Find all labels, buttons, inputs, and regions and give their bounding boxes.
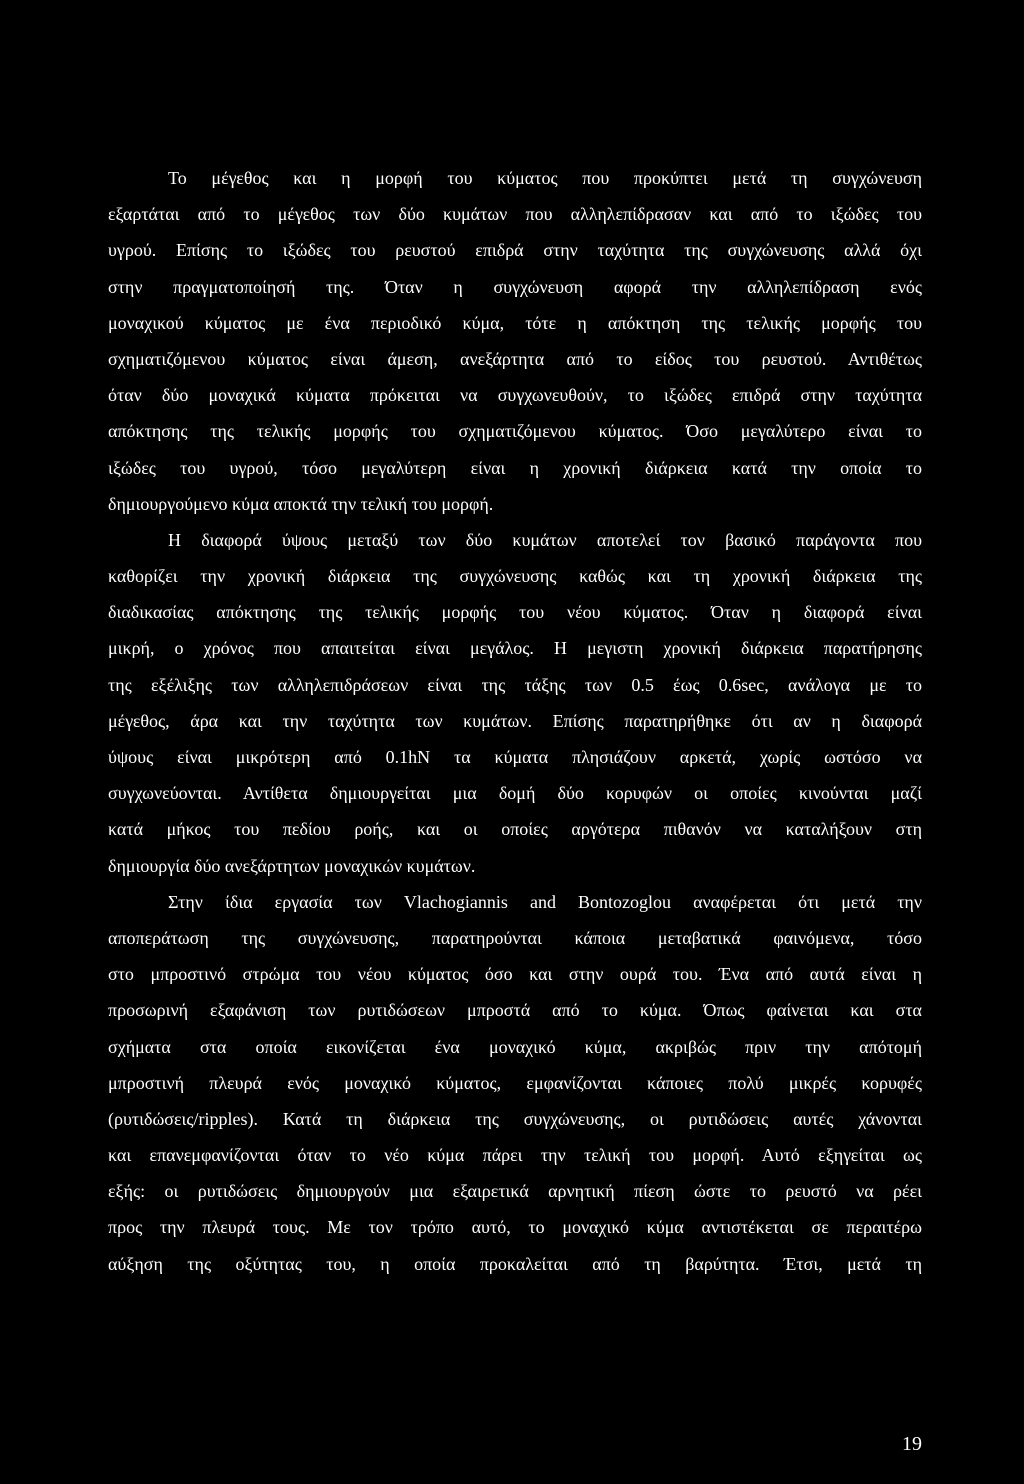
text-line: προς την πλευρά τους. Με τον τρόπο αυτό, το μοναχικό κύμα αντιστέκεται σε περαιτέρω (108, 1217, 922, 1238)
text-line: μοναχικού κύματος με ένα περιοδικό κύμα, τότε η απόκτηση της τελικής μορφής του (108, 312, 922, 333)
text-line: δημιουργούμενο κύμα αποκτά την τελική του μορφή. (108, 493, 494, 514)
text-line: μπροστινή πλευρά ενός μοναχικό κύματος, εμφανίζονται κάποιες πολύ μικρές κορυφές (108, 1072, 922, 1093)
text-line: μικρή, ο χρόνος που απαιτείται είναι μεγάλος. Η μεγιστη χρονική διάρκεια παρατήρησης (108, 638, 922, 659)
text-line: και επανεμφανίζονται όταν το νέο κύμα πάρει την τελική του μορφή. Αυτό εξηγείται ως (108, 1145, 922, 1166)
paragraph-3 (108, 884, 922, 1282)
text-line: συγχωνεύονται. Αντίθετα δημιουργείται μια δομή δύο κορυφών οι οποίες κινούνται μαζί (108, 783, 922, 804)
text-line: ιξώδες του υγρού, τόσο μεγαλύτερη είναι η χρονική διάρκεια κατά την οποία το (108, 457, 922, 478)
text-line: εξαρτάται από το μέγεθος των δύο κυμάτων που αλληλεπίδρασαν και από το ιξώδες του (108, 204, 922, 225)
text-line: διαδικασίας απόκτησης της τελικής μορφής του νέου κύματος. Όταν η διαφορά είναι (108, 602, 922, 623)
text-line: κατά μήκος του πεδίου ροής, και οι οποίες αργότερα πιθανόν να καταλήξουν στη (108, 819, 922, 840)
text-line: αύξηση της οξύτητας του, η οποία προκαλείται από τη βαρύτητα. Έτσι, μετά τη (108, 1253, 922, 1274)
text-line: Στην ίδια εργασία των Vlachogiannis and Bontozoglou αναφέρεται ότι μετά την (168, 891, 922, 912)
text-line: της εξέλιξης των αλληλεπιδράσεων είναι της τάξης των 0.5 έως 0.6sec, ανάλογα με το (108, 674, 922, 695)
text-line: δημιουργία δύο ανεξάρτητων μοναχικών κυμάτων. (108, 855, 476, 876)
text-line: Η διαφορά ύψους μεταξύ των δύο κυμάτων αποτελεί τον βασικό παράγοντα που (168, 529, 922, 550)
text-line: ύψους είναι μικρότερη από 0.1hN τα κύματα πλησιάζουν αρκετά, χωρίς ωστόσο να (108, 747, 922, 767)
text-line: (ρυτιδώσεις/ripples). Κατά τη διάρκεια της συγχώνευσης, οι ρυτιδώσεις αυτές χάνονται (108, 1108, 922, 1129)
page-number: 19 (902, 1433, 922, 1455)
text-line: αποπεράτωση της συγχώνευσης, παρατηρούνται κάποια μεταβατικά φαινόμενα, τόσο (108, 927, 922, 948)
text-line: προσωρινή εξαφάνιση των ρυτιδώσεων μπροστά από το κύμα. Όπως φαίνεται και στα (108, 1000, 922, 1021)
paragraph-1 (108, 160, 922, 522)
text-line: υγρού. Επίσης το ιξώδες του ρευστού επιδρά στην ταχύτητα της συγχώνευσης αλλά όχι (108, 240, 922, 261)
text-line: στο μπροστινό στρώμα του νέου κύματος όσο και στην ουρά του. Ένα από αυτά είναι η (108, 964, 922, 985)
text-line: εξής: οι ρυτιδώσεις δημιουργούν μια εξαιρετικά αρνητική πίεση ώστε το ρευστό να ρέει (108, 1181, 922, 1202)
text-line: στην πραγματοποίησή της. Όταν η συγχώνευση αφορά την αλληλεπίδραση ενός (108, 276, 922, 297)
paragraph-2 (108, 522, 922, 884)
text-line: σχηματιζόμενου κύματος είναι άμεση, ανεξάρτητα από το είδος του ρευστού. Αντιθέτως (108, 348, 922, 369)
text-line: Το μέγεθος και η μορφή του κύματος που προκύπτει μετά τη συγχώνευση (168, 168, 922, 188)
text-line: μέγεθος, άρα και την ταχύτητα των κυμάτων. Επίσης παρατηρήθηκε ότι αν η διαφορά (108, 710, 922, 731)
text-line: σχήματα στα οποία εικονίζεται ένα μοναχικό κύμα, ακριβώς πριν την απότομή (108, 1036, 922, 1057)
text-line: απόκτησης της τελικής μορφής του σχηματιζόμενου κύματος. Όσο μεγαλύτερο είναι το (108, 421, 922, 442)
document-body (108, 160, 922, 1282)
text-line: καθορίζει την χρονική διάρκεια της συγχώνευσης καθώς και τη χρονική διάρκεια της (108, 566, 922, 587)
text-line: όταν δύο μοναχικά κύματα πρόκειται να συγχωνευθούν, το ιξώδες επιδρά στην ταχύτητα (108, 385, 922, 406)
